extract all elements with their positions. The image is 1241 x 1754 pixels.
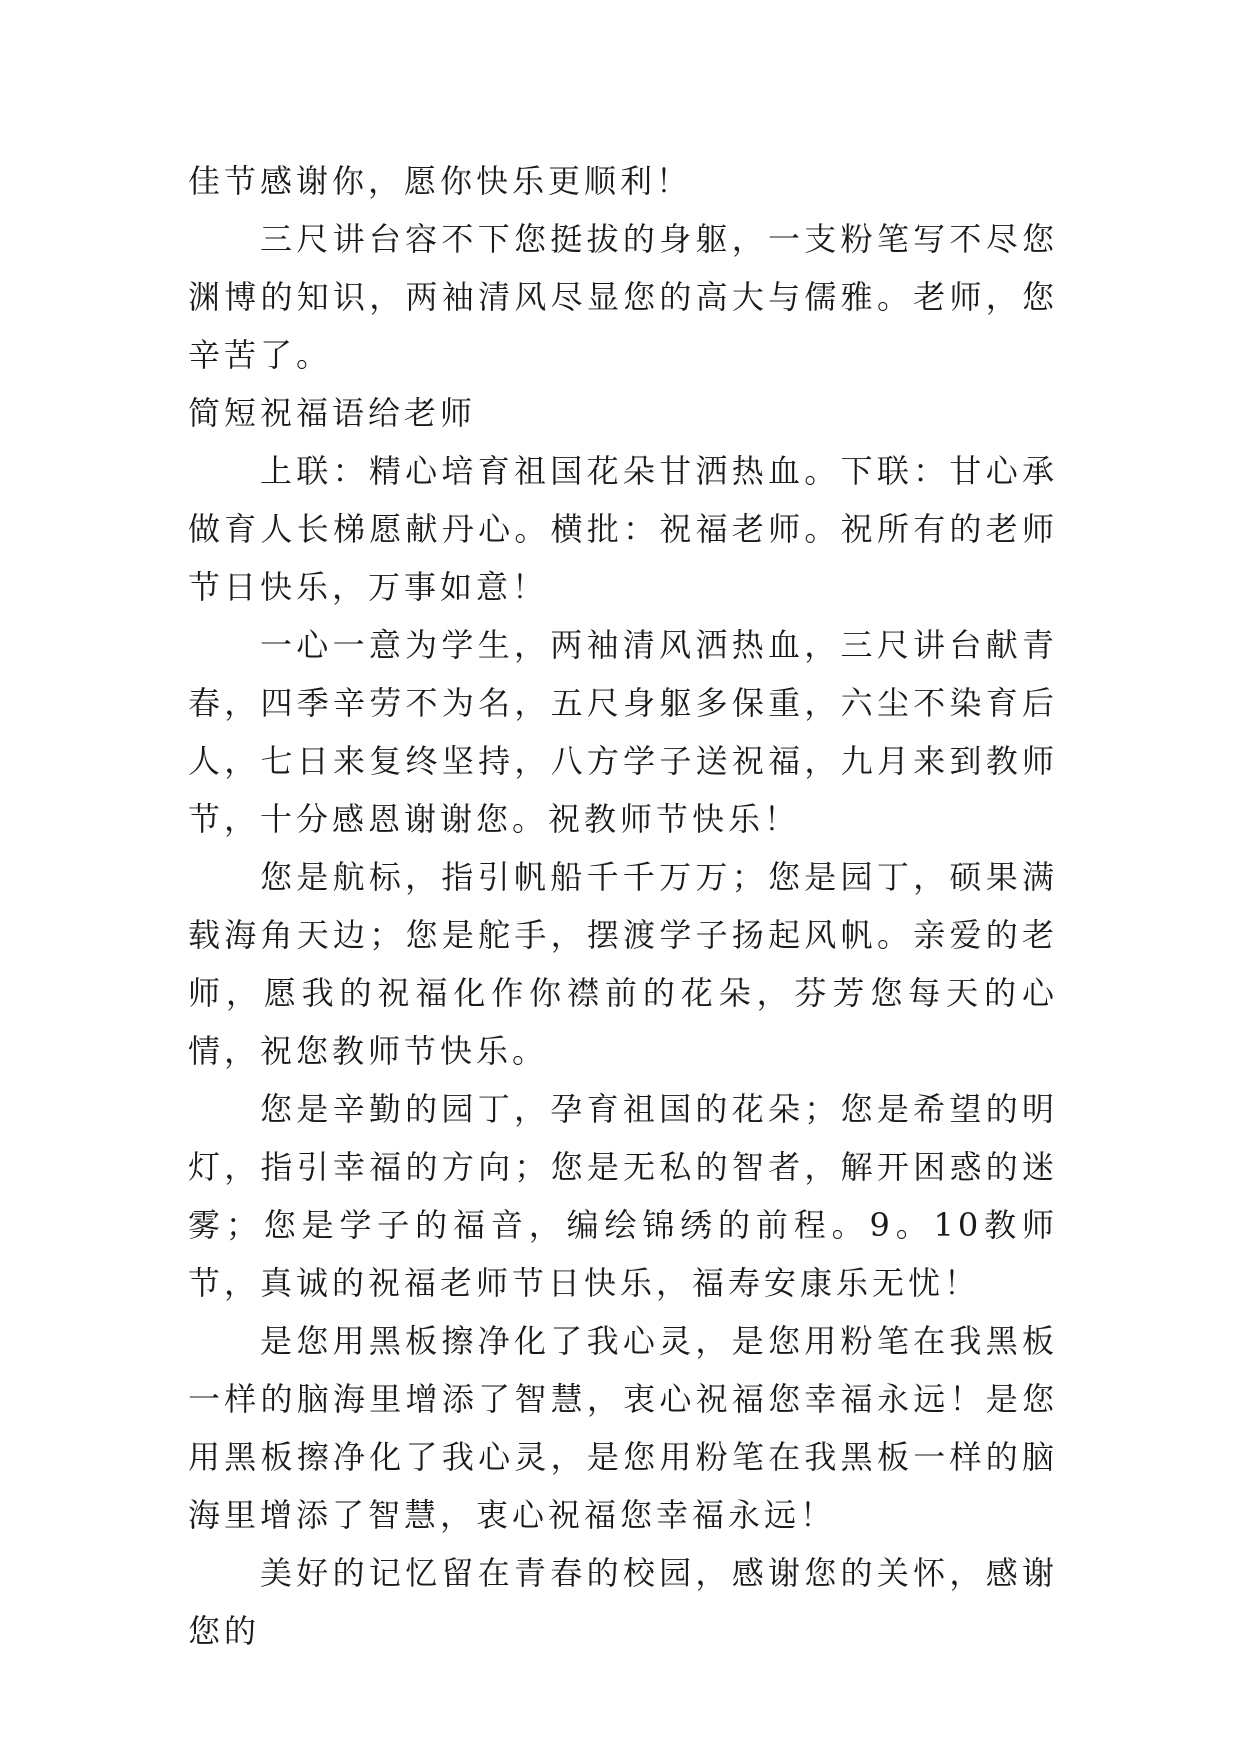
paragraph: 美好的记忆留在青春的校园，感谢您的关怀，感谢您的 bbox=[188, 1554, 1058, 1650]
paragraph: 是您用黑板擦净化了我心灵，是您用粉笔在我黑板一样的脑海里增添了智慧，衷心祝福您幸福永远！是您用黑板擦净化了我心灵，是您用粉笔在我黑板一样的脑海里增添了智慧，衷心祝福您幸福永远！ bbox=[188, 1322, 1058, 1534]
paragraph: 三尺讲台容不下您挺拔的身躯，一支粉笔写不尽您渊博的知识，两袖清风尽显您的高大与儒雅。老师，您辛苦了。 bbox=[188, 220, 1058, 374]
paragraph: 您是辛勤的园丁，孕育祖国的花朵；您是希望的明灯，指引幸福的方向；您是无私的智者，解开困惑的迷雾；您是学子的福音，编绘锦绣的前程。9。10教师节，真诚的祝福老师节日快乐，福寿安康乐无忧！ bbox=[188, 1090, 1058, 1302]
paragraph-continuation: 佳节感谢你，愿你快乐更顺利！ bbox=[188, 162, 693, 200]
document-body bbox=[188, 152, 1058, 1660]
section-heading: 简短祝福语给老师 bbox=[188, 394, 477, 432]
paragraph: 一心一意为学生，两袖清风洒热血，三尺讲台献青春，四季辛劳不为名，五尺身躯多保重，六尘不染育后人，七日来复终坚持，八方学子送祝福，九月来到教师节，十分感恩谢谢您。祝教师节快乐！ bbox=[188, 626, 1058, 838]
paragraph: 您是航标，指引帆船千千万万；您是园丁，硕果满载海角天边；您是舵手，摆渡学子扬起风帆。亲爱的老师，愿我的祝福化作你襟前的花朵，芬芳您每天的心情，祝您教师节快乐。 bbox=[188, 858, 1058, 1070]
paragraph: 上联：精心培育祖国花朵甘洒热血。下联：甘心承做育人长梯愿献丹心。横批：祝福老师。祝所有的老师节日快乐，万事如意！ bbox=[188, 452, 1058, 606]
